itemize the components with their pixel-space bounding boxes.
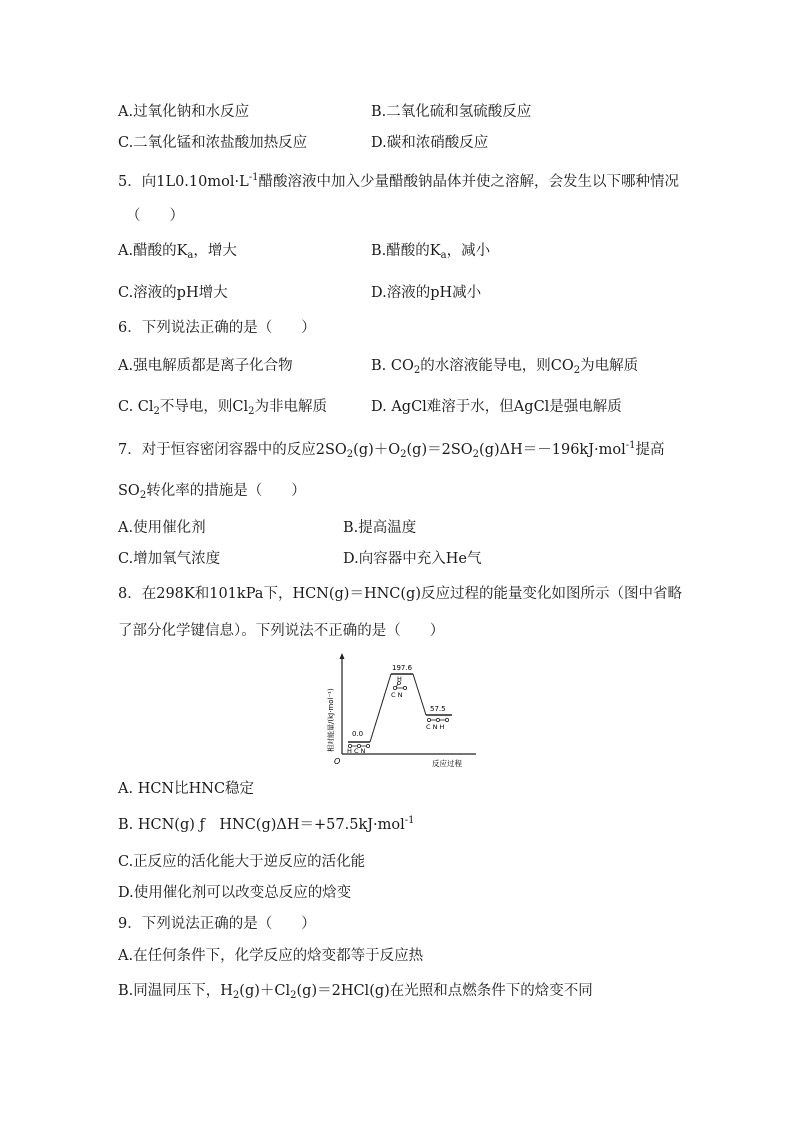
q5-option-a: A.醋酸的$K_a$，增大 — [118, 243, 237, 261]
q8-stem: 8．在298K和101kPa下，HCN(g)＝HNC(g)反应过程的能量变化如图所示（图中省略 — [118, 586, 682, 602]
q4-option-d: D.碳和浓硝酸反应 — [371, 135, 489, 151]
q6-option-d: D. AgCl难溶于水，但AgCl是强电解质 — [371, 399, 622, 415]
origin-label: O — [334, 757, 341, 766]
y-axis-label: 相对能量/(kJ·mol⁻¹) — [327, 688, 335, 752]
q7-stem-line2: $SO_2$转化率的措施是（ ） — [118, 483, 306, 501]
q6-option-c: C. $Cl_2$不导电，则$Cl_2$为非电解质 — [118, 399, 328, 417]
path-down — [413, 674, 426, 715]
molecule-hcn-label: H C N — [347, 747, 366, 755]
q7-option-a: A.使用催化剂 — [118, 520, 206, 536]
q8-stem-line2: 了部分化学键信息）。下列说法不正确的是（ ） — [118, 623, 445, 639]
value-57: 57.5 — [430, 705, 446, 713]
value-0: 0.0 — [352, 730, 364, 738]
q5-option-b: B.醋酸的$K_a$，减小 — [371, 243, 491, 261]
q6-option-b: B. $CO_2$的水溶液能导电，则$CO_2$为电解质 — [371, 358, 639, 376]
q5-option-d: D.溶液的pH减小 — [371, 285, 482, 301]
q9-option-a: A.在任何条件下，化学反应的焓变都等于反应热 — [118, 948, 424, 964]
q5-option-c: C.溶液的pH增大 — [118, 285, 228, 301]
q8-option-a: A. HCN比HNC稳定 — [118, 781, 255, 797]
value-197: 197.6 — [392, 664, 413, 672]
q7-option-c: C.增加氧气浓度 — [118, 551, 221, 567]
q4-option-b: B.二氧化硫和氢硫酸反应 — [371, 104, 532, 120]
q5-answer-paren: （ ） — [126, 208, 184, 224]
q5-stem: 5．向$1L0.10mol\cdot L^{-1}$醋酸溶液中加入少量醋酸钠晶体并使之溶解，会发生以下哪种情况 — [118, 172, 679, 190]
q6-option-a: A.强电解质都是离子化合物 — [118, 358, 293, 374]
x-axis-label: 反应过程 — [432, 759, 462, 768]
ts-cn-label: C N — [391, 691, 403, 699]
q8-option-d: D.使用催化剂可以改变总反应的焓变 — [118, 885, 352, 901]
q7-stem: 7．对于恒容密闭容器中的反应$2SO_2(g)+O_2(g)=2SO_2(g)\Delta H=-196kJ\cdot mol^{-1}$提高 — [118, 440, 665, 460]
q7-option-b: B.提高温度 — [343, 520, 417, 536]
q4-option-c: C.二氧化锰和浓盐酸加热反应 — [118, 135, 308, 151]
q6-stem: 6．下列说法正确的是（ ） — [118, 320, 316, 336]
q4-option-a: A.过氧化钠和水反应 — [118, 104, 250, 120]
q8-option-c: C.正反应的活化能大于逆反应的活化能 — [118, 854, 366, 870]
y-axis-arrow — [340, 653, 345, 659]
q9-stem: 9．下列说法正确的是（ ） — [118, 916, 316, 932]
q7-option-d: D.向容器中充入He气 — [343, 551, 482, 567]
molecule-hnc-label: C N H — [426, 723, 445, 731]
atom-n — [366, 744, 369, 747]
q8-option-b: B. HCN(g) ƒ HNC(g)ΔH＝+57.5kJ·mol$^{-1}$ — [118, 815, 415, 833]
q9-option-b: B.同温同压下，$H_2(g)+Cl_2(g)=2HCl(g)$在光照和点燃条件下的焓变不同 — [118, 983, 593, 1001]
ts-h-label: H — [397, 675, 402, 683]
path-up — [370, 674, 391, 742]
energy-diagram — [320, 652, 480, 770]
